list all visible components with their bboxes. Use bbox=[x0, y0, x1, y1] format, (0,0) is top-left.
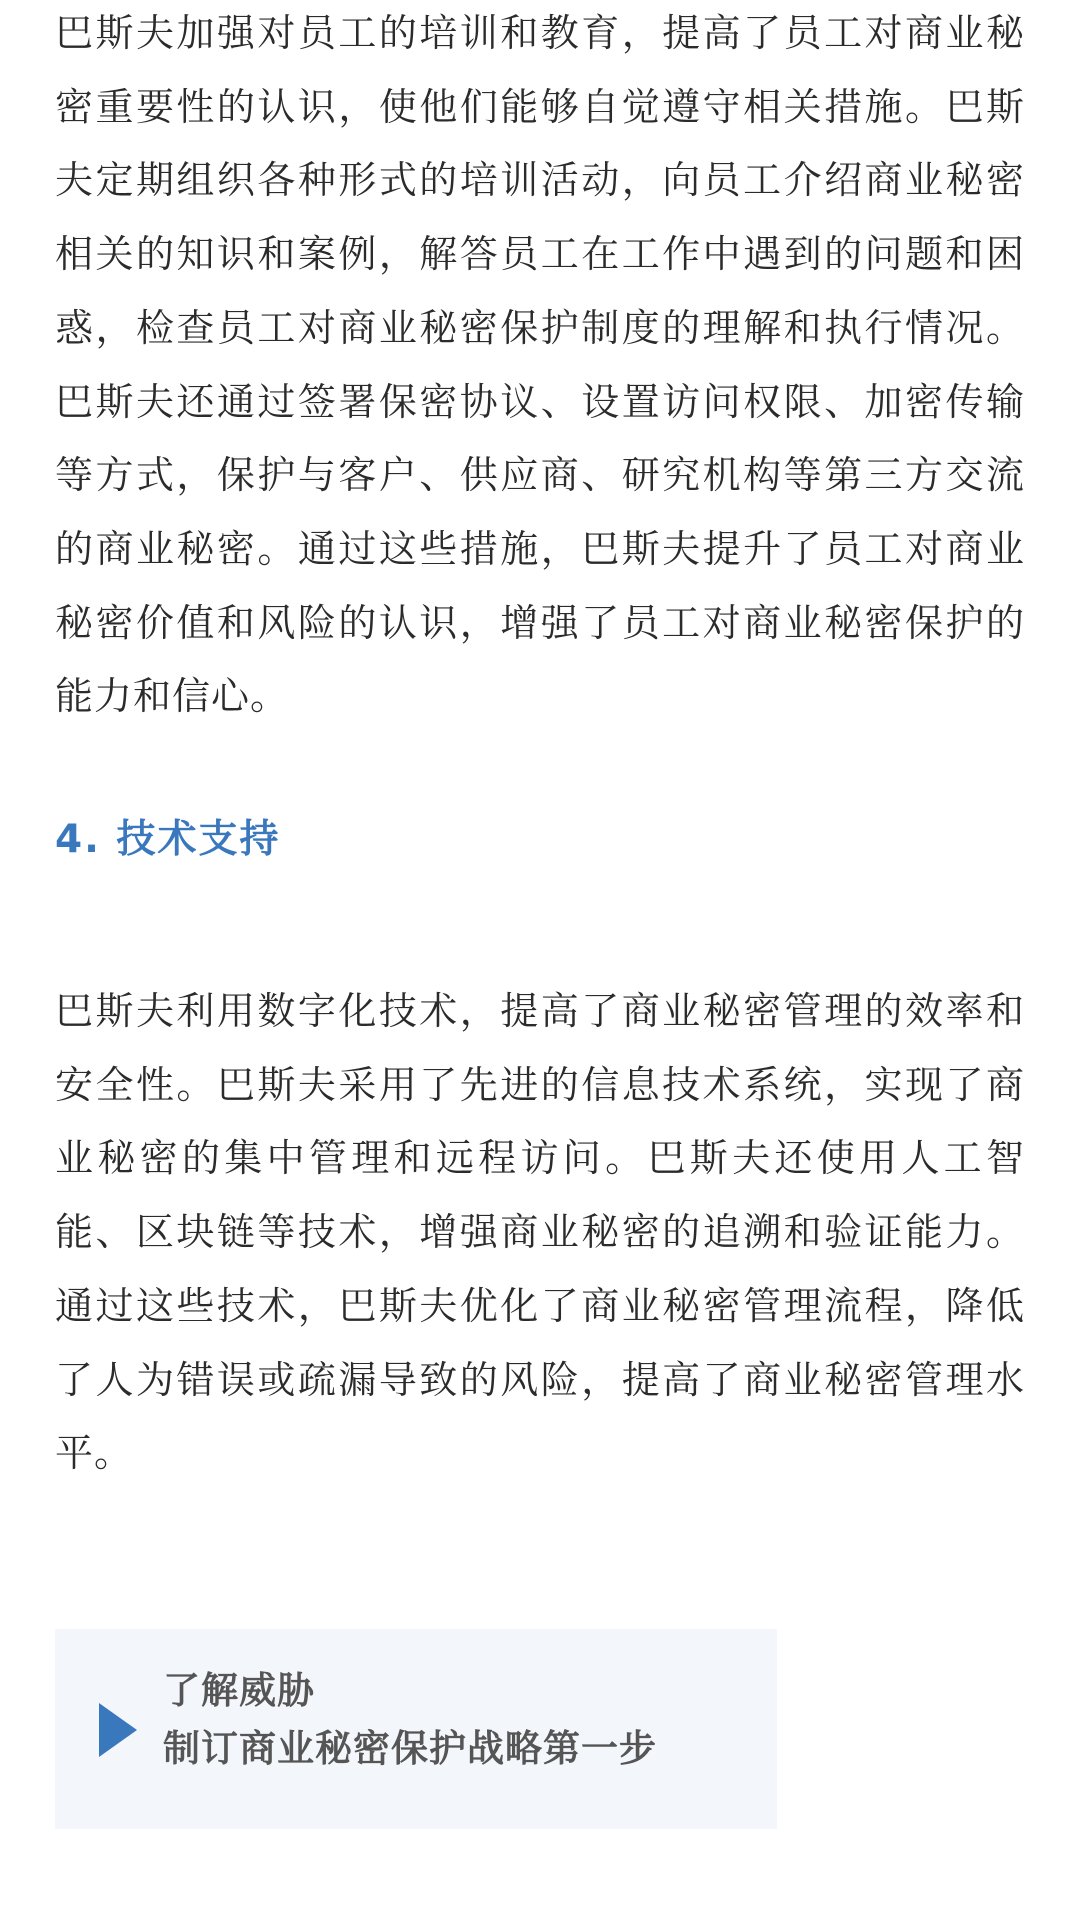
callout-box[interactable] bbox=[55, 1629, 777, 1829]
callout-subtitle: 制订商业秘密保护战略第一步 bbox=[163, 1727, 657, 1770]
callout-title: 了解威胁 bbox=[163, 1669, 315, 1712]
section-heading: 4. 技术支持 bbox=[55, 817, 281, 862]
article-paragraph: 巴斯夫加强对员工的培训和教育，提高了员工对商业秘密重要性的认识，使他们能够自觉遵守相关措施。巴斯夫定期组织各种形式的培训活动，向员工介绍商业秘密相关的知识和案例，解答员工在工作中遇到的问题和困惑，检查员工对商业秘密保护制度的理解和执行情况。巴斯夫还通过签署保密协议、设置访问权限、加密传输等方式，保护与客户、供应商、研究机构等第三方交流的商业秘密。通过这些措施，巴斯夫提升了员工对商业秘密价值和风险的认识，增强了员工对商业秘密保护的能力和信心。 bbox=[55, 11, 1025, 719]
play-triangle-icon bbox=[99, 1703, 137, 1757]
callout-text bbox=[163, 1662, 657, 1778]
article-paragraph: 巴斯夫利用数字化技术，提高了商业秘密管理的效率和安全性。巴斯夫采用了先进的信息技术系统，实现了商业秘密的集中管理和远程访问。巴斯夫还使用人工智能、区块链等技术，增强商业秘密的追溯和验证能力。通过这些技术，巴斯夫优化了商业秘密管理流程，降低了人为错误或疏漏导致的风险，提高了商业秘密管理水平。 bbox=[55, 989, 1025, 1476]
